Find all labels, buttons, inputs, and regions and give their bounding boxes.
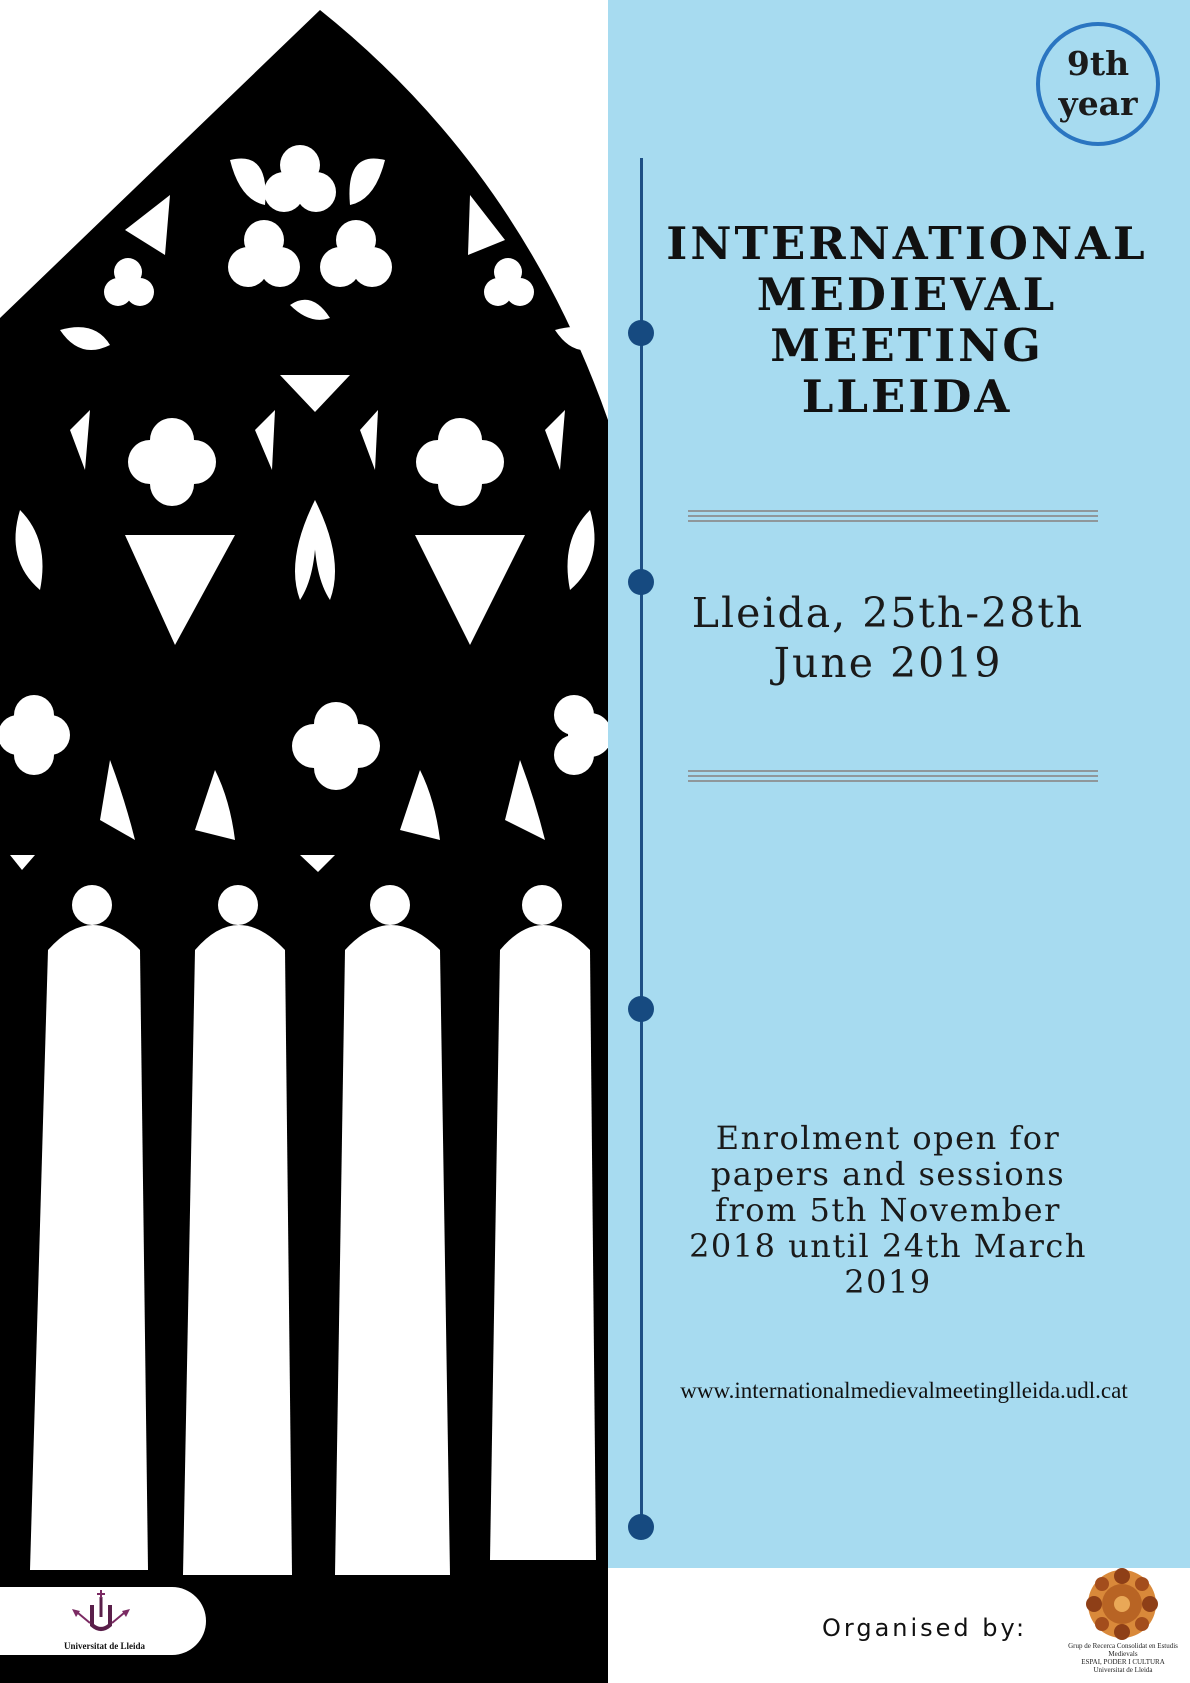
research-group-name <box>1058 1642 1188 1674</box>
timeline-dot <box>628 1514 654 1540</box>
event-title <box>662 218 1152 422</box>
enrolment-notice <box>668 1120 1108 1300</box>
timeline-dot <box>628 996 654 1022</box>
enrolment-line-4: 2018 until 24th March <box>689 1227 1087 1265</box>
organised-by-label: Organised by: <box>822 1614 1028 1642</box>
year-badge <box>1036 22 1160 146</box>
group-line: Medievals <box>1108 1650 1138 1658</box>
group-line: ESPAI, PODER I CULTURA <box>1081 1658 1165 1666</box>
dates-line-2: June 2019 <box>773 639 1003 687</box>
university-name: Universitat de Lleida <box>64 1641 145 1651</box>
enrolment-line-3: from 5th November <box>715 1191 1061 1229</box>
timeline-dot <box>628 320 654 346</box>
title-line-1: INTERNATIONAL <box>666 217 1148 270</box>
group-seal-icon <box>1082 1566 1162 1644</box>
enrolment-line-1: Enrolment open for <box>715 1119 1061 1157</box>
group-line: Universitat de Lleida <box>1093 1666 1153 1674</box>
timeline-dot <box>628 569 654 595</box>
enrolment-line-2: papers and sessions <box>710 1155 1066 1193</box>
title-line-2: MEDIEVAL <box>756 268 1058 321</box>
timeline-line <box>640 158 643 1528</box>
event-dates <box>668 588 1108 688</box>
title-line-3: MEETING LLEIDA <box>770 319 1044 423</box>
website-link[interactable]: www.internationalmedievalmeetinglleida.udl.cat <box>680 1378 1128 1403</box>
divider-rule <box>688 510 1098 523</box>
group-line: Grup de Recerca Consolidat en Estudis <box>1068 1642 1178 1650</box>
badge-line-2: year <box>1058 84 1138 123</box>
divider-rule <box>688 770 1098 783</box>
badge-line-1: 9th <box>1066 44 1130 83</box>
enrolment-line-5: 2019 <box>844 1263 932 1301</box>
dates-line-1: Lleida, 25th-28th <box>691 589 1085 637</box>
